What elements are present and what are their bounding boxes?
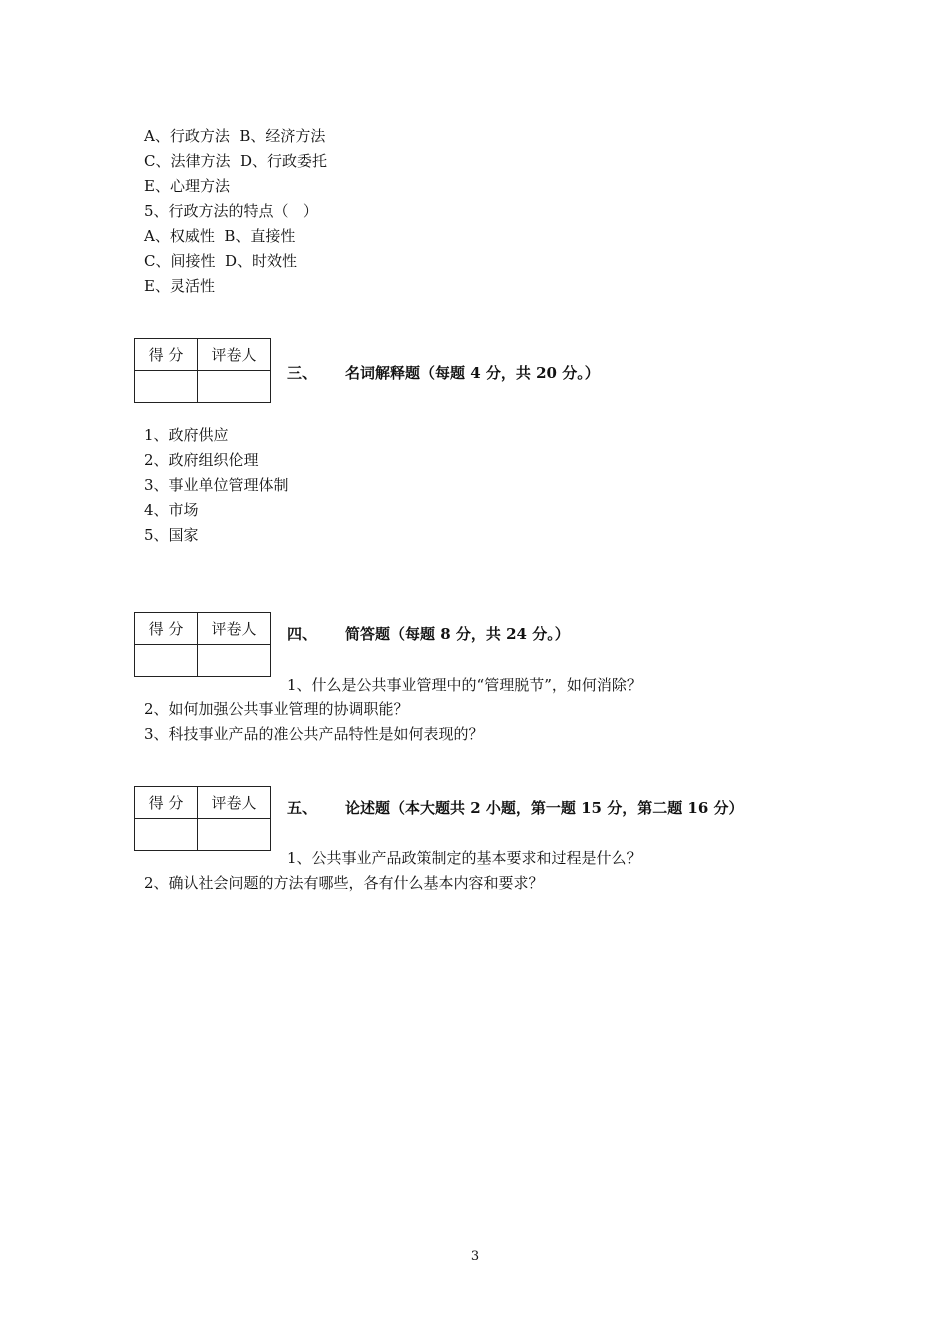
grader-label: 评卷人 [198, 787, 271, 819]
q4-option-ab: A、行政方法 B、经济方法 [144, 127, 326, 145]
page-number: 3 [470, 1249, 480, 1264]
section3-number: 三、 [287, 364, 318, 382]
q5-option-ab: A、权威性 B、直接性 [144, 227, 296, 245]
score-box-section3 [134, 338, 271, 403]
grader-label: 评卷人 [198, 613, 271, 645]
section3-item-2: 2、政府组织伦理 [144, 451, 259, 469]
score-box-section5 [134, 786, 271, 851]
section4-number: 四、 [287, 625, 318, 643]
grader-label: 评卷人 [198, 339, 271, 371]
section3-heading [287, 363, 600, 383]
score-box-section4 [134, 612, 271, 677]
score-cell [135, 819, 198, 851]
section4-item-3: 3、科技事业产品的准公共产品特性是如何表现的？ [144, 725, 484, 743]
q5-stem: 5、行政方法的特点（ ） [144, 202, 318, 220]
section3-item-5: 5、国家 [144, 526, 199, 544]
section5-item-1: 1、公共事业产品政策制定的基本要求和过程是什么？ [287, 849, 642, 867]
score-cell [135, 645, 198, 677]
q4-option-e: E、心理方法 [144, 177, 230, 195]
section4-title: 简答题（每题 8 分，共 24 分。） [345, 625, 570, 643]
q5-option-e: E、灵活性 [144, 277, 215, 295]
section4-item-2: 2、如何加强公共事业管理的协调职能？ [144, 700, 409, 718]
section5-heading [287, 798, 744, 818]
section4-item-1: 1、什么是公共事业管理中的“管理脱节”，如何消除？ [287, 676, 642, 694]
grader-cell [198, 371, 271, 403]
score-cell [135, 371, 198, 403]
grader-cell [198, 819, 271, 851]
section3-item-4: 4、市场 [144, 501, 199, 519]
score-label: 得 分 [135, 787, 198, 819]
q4-option-cd: C、法律方法 D、行政委托 [144, 152, 328, 170]
section3-item-1: 1、政府供应 [144, 426, 229, 444]
section5-number: 五、 [287, 799, 318, 817]
score-label: 得 分 [135, 339, 198, 371]
section4-heading [287, 624, 570, 644]
section5-title: 论述题（本大题共 2 小题，第一题 15 分，第二题 16 分） [345, 799, 744, 817]
section5-item-2: 2、确认社会问题的方法有哪些，各有什么基本内容和要求？ [144, 874, 544, 892]
q5-option-cd: C、间接性 D、时效性 [144, 252, 298, 270]
section3-title: 名词解释题（每题 4 分，共 20 分。） [345, 364, 600, 382]
section3-item-3: 3、事业单位管理体制 [144, 476, 289, 494]
grader-cell [198, 645, 271, 677]
score-label: 得 分 [135, 613, 198, 645]
